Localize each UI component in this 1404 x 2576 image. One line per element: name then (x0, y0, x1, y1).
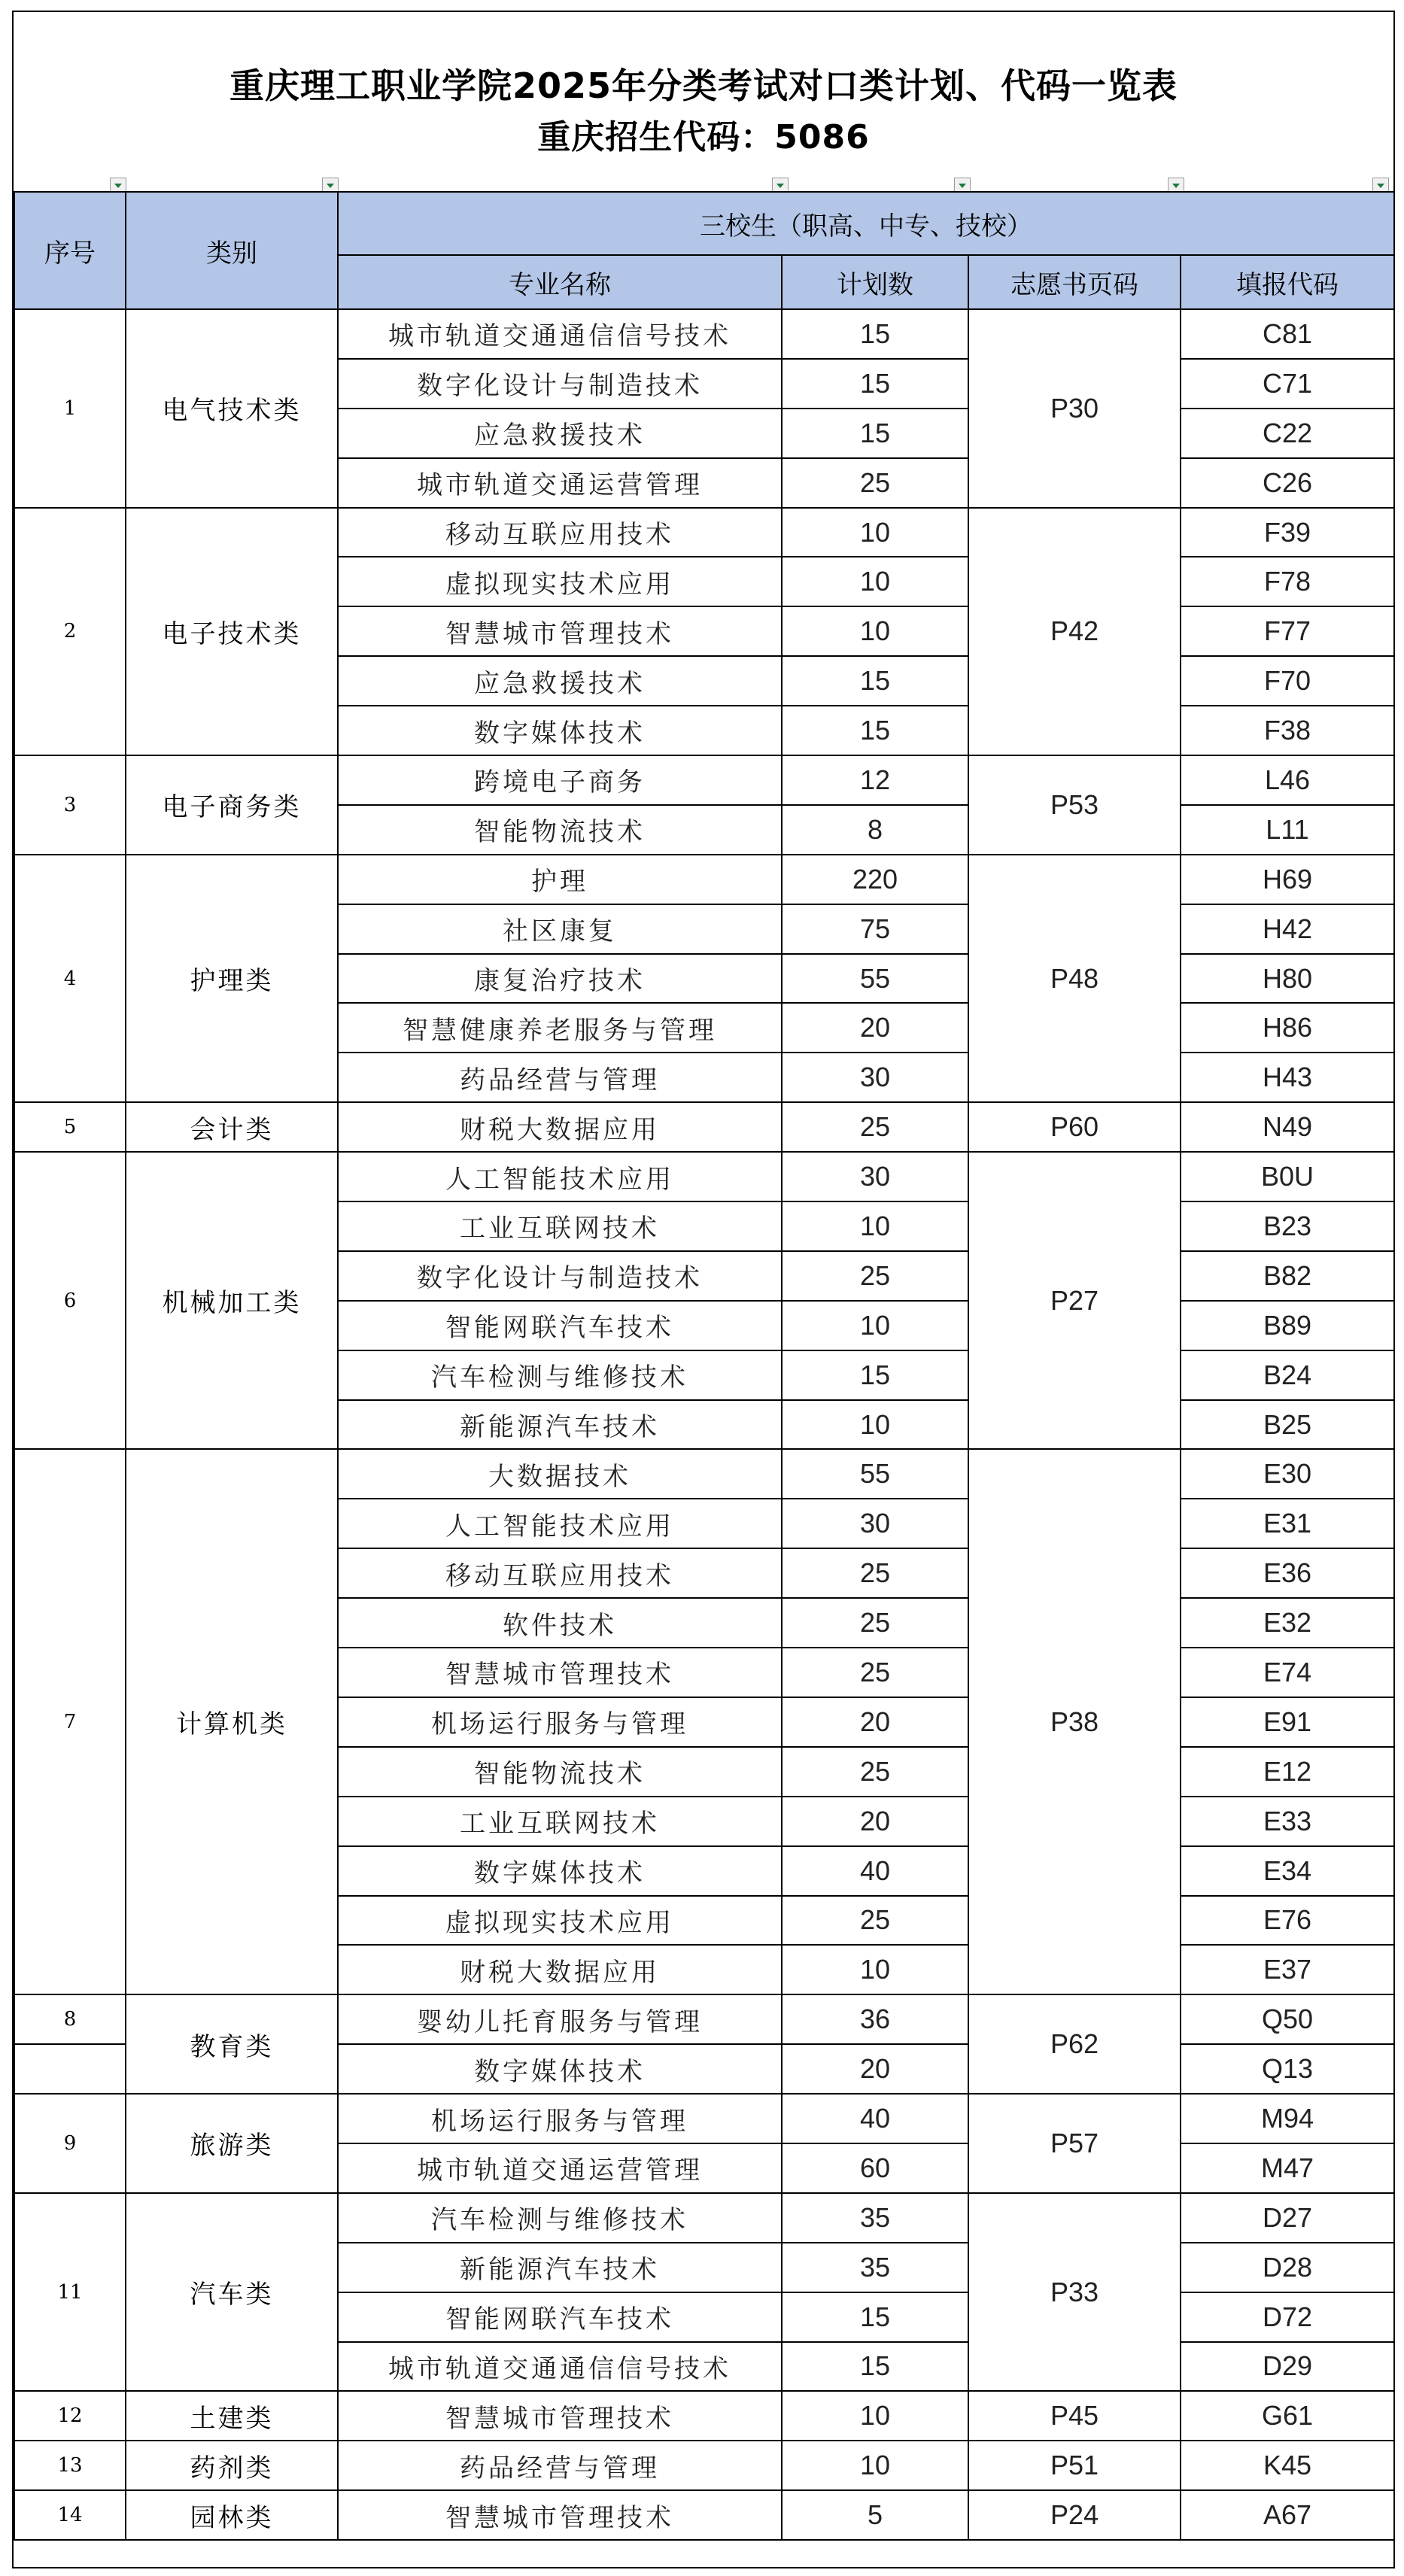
major-cell[interactable]: 财税大数据应用 (338, 1102, 782, 1152)
plan-count-cell[interactable]: 10 (782, 508, 968, 557)
major-cell[interactable]: 软件技术 (338, 1598, 782, 1648)
major-cell[interactable]: 人工智能技术应用 (338, 1499, 782, 1548)
major-cell[interactable]: 数字媒体技术 (338, 2044, 782, 2094)
fill-code-cell[interactable]: H42 (1181, 904, 1394, 954)
plan-count-cell[interactable]: 40 (782, 2094, 968, 2143)
table-row (14, 855, 1394, 904)
plan-count-cell[interactable]: 15 (782, 706, 968, 755)
major-cell[interactable]: 工业互联网技术 (338, 1201, 782, 1251)
seq-cell[interactable]: 3 (14, 755, 126, 855)
major-cell[interactable]: 虚拟现实技术应用 (338, 1896, 782, 1946)
fill-code-cell[interactable]: M47 (1181, 2143, 1394, 2193)
seq-cell[interactable]: 1 (14, 309, 126, 508)
spreadsheet-sheet (12, 11, 1395, 2568)
fill-code-cell[interactable]: Q13 (1181, 2044, 1394, 2094)
fill-code-cell[interactable]: C81 (1181, 309, 1394, 359)
fill-code-cell[interactable]: E74 (1181, 1648, 1394, 1697)
plan-count-cell[interactable]: 75 (782, 904, 968, 954)
major-cell[interactable]: 机场运行服务与管理 (338, 1697, 782, 1747)
fill-code-cell[interactable]: E30 (1181, 1449, 1394, 1499)
major-cell[interactable]: 婴幼儿托育服务与管理 (338, 1994, 782, 2044)
page-code-cell[interactable]: P57 (968, 2094, 1181, 2193)
plan-count-cell[interactable]: 220 (782, 855, 968, 904)
plan-count-cell[interactable]: 20 (782, 1797, 968, 1846)
plan-count-cell[interactable]: 30 (782, 1152, 968, 1201)
major-cell[interactable]: 护理 (338, 855, 782, 904)
plan-count-cell[interactable]: 10 (782, 2391, 968, 2441)
category-cell[interactable]: 药剂类 (126, 2441, 338, 2490)
fill-code-cell[interactable]: L46 (1181, 755, 1394, 805)
plan-count-cell[interactable]: 10 (782, 1400, 968, 1450)
major-cell[interactable]: 城市轨道交通运营管理 (338, 458, 782, 508)
major-cell[interactable]: 城市轨道交通通信信号技术 (338, 2342, 782, 2392)
plan-count-cell[interactable]: 8 (782, 805, 968, 855)
plan-count-cell[interactable]: 55 (782, 954, 968, 1004)
plan-count-cell[interactable]: 5 (782, 2490, 968, 2540)
plan-count-cell[interactable]: 60 (782, 2143, 968, 2193)
major-cell[interactable]: 数字化设计与制造技术 (338, 1251, 782, 1301)
fill-code-cell[interactable]: E32 (1181, 1598, 1394, 1648)
page-code-cell[interactable]: P24 (968, 2490, 1181, 2540)
major-cell[interactable]: 智慧健康养老服务与管理 (338, 1003, 782, 1053)
page-code-cell[interactable]: P38 (968, 1449, 1181, 1994)
major-cell[interactable]: 药品经营与管理 (338, 2441, 782, 2490)
category-cell[interactable]: 电子商务类 (126, 755, 338, 855)
plan-count-cell[interactable]: 10 (782, 1301, 968, 1350)
major-cell[interactable]: 跨境电子商务 (338, 755, 782, 805)
plan-count-cell[interactable]: 25 (782, 458, 968, 508)
fill-code-cell[interactable]: E91 (1181, 1697, 1394, 1747)
table-row (14, 2094, 1394, 2143)
seq-cell[interactable]: 12 (14, 2391, 126, 2441)
category-cell[interactable]: 会计类 (126, 1102, 338, 1152)
fill-code-cell[interactable]: E12 (1181, 1747, 1394, 1797)
category-cell[interactable]: 护理类 (126, 855, 338, 1102)
page-code-cell[interactable]: P48 (968, 855, 1181, 1102)
plan-count-cell[interactable]: 10 (782, 1201, 968, 1251)
plan-count-cell[interactable]: 10 (782, 606, 968, 656)
header-category[interactable]: 类别 (126, 192, 338, 309)
major-cell[interactable]: 汽车检测与维修技术 (338, 1350, 782, 1400)
plan-count-cell[interactable]: 15 (782, 409, 968, 458)
fill-code-cell[interactable]: K45 (1181, 2441, 1394, 2490)
fill-code-cell[interactable]: H86 (1181, 1003, 1394, 1053)
category-cell[interactable]: 园林类 (126, 2490, 338, 2540)
page-code-cell[interactable]: P53 (968, 755, 1181, 855)
fill-code-cell[interactable]: D29 (1181, 2342, 1394, 2392)
plan-count-cell[interactable]: 20 (782, 1003, 968, 1053)
major-cell[interactable]: 数字媒体技术 (338, 706, 782, 755)
major-cell[interactable]: 应急救援技术 (338, 409, 782, 458)
major-cell[interactable]: 智能网联汽车技术 (338, 2292, 782, 2342)
table-row (14, 309, 1394, 359)
seq-cell[interactable]: 7 (14, 1449, 126, 1994)
plan-count-cell[interactable]: 12 (782, 755, 968, 805)
fill-code-cell[interactable]: C26 (1181, 458, 1394, 508)
plan-table (14, 191, 1395, 2541)
major-cell[interactable]: 人工智能技术应用 (338, 1152, 782, 1201)
major-cell[interactable]: 智慧城市管理技术 (338, 2490, 782, 2540)
major-cell[interactable]: 城市轨道交通运营管理 (338, 2143, 782, 2193)
fill-code-cell[interactable]: H80 (1181, 954, 1394, 1004)
seq-cell[interactable]: 13 (14, 2441, 126, 2490)
plan-count-cell[interactable]: 15 (782, 656, 968, 706)
fill-code-cell[interactable]: B24 (1181, 1350, 1394, 1400)
table-row (14, 1994, 1394, 2044)
seq-cell[interactable]: 5 (14, 1102, 126, 1152)
plan-count-cell[interactable]: 35 (782, 2193, 968, 2243)
major-cell[interactable]: 数字化设计与制造技术 (338, 359, 782, 409)
fill-code-cell[interactable]: C71 (1181, 359, 1394, 409)
major-cell[interactable]: 新能源汽车技术 (338, 2243, 782, 2292)
plan-count-cell[interactable]: 30 (782, 1499, 968, 1548)
fill-code-cell[interactable]: E76 (1181, 1896, 1394, 1946)
fill-code-cell[interactable]: F78 (1181, 557, 1394, 606)
fill-code-cell[interactable]: H43 (1181, 1053, 1394, 1102)
major-cell[interactable]: 数字媒体技术 (338, 1846, 782, 1896)
major-cell[interactable]: 大数据技术 (338, 1449, 782, 1499)
plan-count-cell[interactable]: 55 (782, 1449, 968, 1499)
plan-count-cell[interactable]: 15 (782, 2292, 968, 2342)
page-code-cell[interactable]: P42 (968, 508, 1181, 755)
plan-count-cell[interactable]: 20 (782, 1697, 968, 1747)
category-cell[interactable]: 教育类 (126, 1994, 338, 2094)
header-plan[interactable]: 计划数 (782, 255, 968, 309)
plan-count-cell[interactable]: 25 (782, 1648, 968, 1697)
plan-count-cell[interactable]: 36 (782, 1994, 968, 2044)
fill-code-cell[interactable]: E36 (1181, 1548, 1394, 1598)
fill-code-cell[interactable]: B25 (1181, 1400, 1394, 1450)
plan-count-cell[interactable]: 25 (782, 1548, 968, 1598)
fill-code-cell[interactable]: Q50 (1181, 1994, 1394, 2044)
header-seq[interactable]: 序号 (14, 192, 126, 309)
seq-cell[interactable]: 6 (14, 1152, 126, 1449)
page-code-cell[interactable]: P45 (968, 2391, 1181, 2441)
fill-code-cell[interactable]: L11 (1181, 805, 1394, 855)
fill-code-cell[interactable]: G61 (1181, 2391, 1394, 2441)
page-code-cell[interactable]: P51 (968, 2441, 1181, 2490)
major-cell[interactable]: 社区康复 (338, 904, 782, 954)
major-cell[interactable]: 智慧城市管理技术 (338, 2391, 782, 2441)
fill-code-cell[interactable]: B82 (1181, 1251, 1394, 1301)
plan-count-cell[interactable]: 35 (782, 2243, 968, 2292)
table-row (14, 1449, 1394, 1499)
major-cell[interactable]: 康复治疗技术 (338, 954, 782, 1004)
plan-count-cell[interactable]: 10 (782, 2441, 968, 2490)
major-cell[interactable]: 机场运行服务与管理 (338, 2094, 782, 2143)
header-major[interactable]: 专业名称 (338, 255, 782, 309)
major-cell[interactable]: 应急救援技术 (338, 656, 782, 706)
fill-code-cell[interactable]: D27 (1181, 2193, 1394, 2243)
fill-code-cell[interactable]: B89 (1181, 1301, 1394, 1350)
fill-code-cell[interactable]: A67 (1181, 2490, 1394, 2540)
header-page[interactable]: 志愿书页码 (968, 255, 1181, 309)
major-cell[interactable]: 智能物流技术 (338, 1747, 782, 1797)
fill-code-cell[interactable]: B0U (1181, 1152, 1394, 1201)
header-group[interactable]: 三校生（职高、中专、技校） (338, 192, 1394, 255)
category-cell[interactable]: 机械加工类 (126, 1152, 338, 1449)
major-cell[interactable]: 智慧城市管理技术 (338, 606, 782, 656)
plan-count-cell[interactable]: 15 (782, 2342, 968, 2392)
major-cell[interactable]: 城市轨道交通通信信号技术 (338, 309, 782, 359)
table-body (14, 309, 1394, 2540)
major-cell[interactable]: 移动互联应用技术 (338, 1548, 782, 1598)
table-row (14, 2193, 1394, 2243)
seq-cell[interactable]: 14 (14, 2490, 126, 2540)
table-row (14, 2441, 1394, 2490)
fill-code-cell[interactable]: F77 (1181, 606, 1394, 656)
page-code-cell[interactable]: P27 (968, 1152, 1181, 1449)
fill-code-cell[interactable]: E37 (1181, 1945, 1394, 1994)
seq-cell[interactable] (14, 2044, 126, 2094)
fill-code-cell[interactable]: C22 (1181, 409, 1394, 458)
table-row (14, 2391, 1394, 2441)
category-cell[interactable]: 电气技术类 (126, 309, 338, 508)
seq-cell[interactable]: 11 (14, 2193, 126, 2392)
plan-count-cell[interactable]: 25 (782, 1102, 968, 1152)
plan-count-cell[interactable]: 15 (782, 1350, 968, 1400)
fill-code-cell[interactable]: E33 (1181, 1797, 1394, 1846)
category-cell[interactable]: 电子技术类 (126, 508, 338, 755)
enrollment-code-title: 重庆招生代码：5086 (537, 118, 870, 156)
major-cell[interactable]: 药品经营与管理 (338, 1053, 782, 1102)
seq-cell[interactable]: 2 (14, 508, 126, 755)
fill-code-cell[interactable]: F70 (1181, 656, 1394, 706)
table-row (14, 1152, 1394, 1201)
fill-code-cell[interactable]: D28 (1181, 2243, 1394, 2292)
page-code-cell[interactable]: P62 (968, 1994, 1181, 2094)
page-code-cell[interactable]: P60 (968, 1102, 1181, 1152)
plan-count-cell[interactable]: 30 (782, 1053, 968, 1102)
page-code-cell[interactable]: P30 (968, 309, 1181, 508)
fill-code-cell[interactable]: F39 (1181, 508, 1394, 557)
category-cell[interactable]: 土建类 (126, 2391, 338, 2441)
major-cell[interactable]: 工业互联网技术 (338, 1797, 782, 1846)
plan-count-cell[interactable]: 25 (782, 1598, 968, 1648)
table-row (14, 755, 1394, 805)
seq-cell[interactable]: 8 (14, 1994, 126, 2044)
major-cell[interactable]: 智能网联汽车技术 (338, 1301, 782, 1350)
seq-cell[interactable]: 9 (14, 2094, 126, 2193)
plan-count-cell[interactable]: 25 (782, 1896, 968, 1946)
title-block (14, 12, 1393, 191)
plan-count-cell[interactable]: 25 (782, 1747, 968, 1797)
page-title: 重庆理工职业学院2025年分类考试对口类计划、代码一览表 (229, 65, 1178, 106)
table-row (14, 2490, 1394, 2540)
fill-code-cell[interactable]: N49 (1181, 1102, 1394, 1152)
plan-count-cell[interactable]: 40 (782, 1846, 968, 1896)
major-cell[interactable]: 新能源汽车技术 (338, 1400, 782, 1450)
fill-code-cell[interactable]: E34 (1181, 1846, 1394, 1896)
major-cell[interactable]: 财税大数据应用 (338, 1945, 782, 1994)
major-cell[interactable]: 虚拟现实技术应用 (338, 557, 782, 606)
category-cell[interactable]: 计算机类 (126, 1449, 338, 1994)
fill-code-cell[interactable]: E31 (1181, 1499, 1394, 1548)
major-cell[interactable]: 智能物流技术 (338, 805, 782, 855)
fill-code-cell[interactable]: F38 (1181, 706, 1394, 755)
table-row (14, 1102, 1394, 1152)
header-row (14, 192, 1394, 255)
plan-count-cell[interactable]: 10 (782, 1945, 968, 1994)
table-row (14, 508, 1394, 557)
fill-code-cell[interactable]: H69 (1181, 855, 1394, 904)
plan-count-cell[interactable]: 15 (782, 309, 968, 359)
header-code[interactable]: 填报代码 (1181, 255, 1394, 309)
plan-count-cell[interactable]: 20 (782, 2044, 968, 2094)
major-cell[interactable]: 移动互联应用技术 (338, 508, 782, 557)
plan-count-cell[interactable]: 25 (782, 1251, 968, 1301)
major-cell[interactable]: 汽车检测与维修技术 (338, 2193, 782, 2243)
plan-count-cell[interactable]: 10 (782, 557, 968, 606)
category-cell[interactable]: 旅游类 (126, 2094, 338, 2193)
fill-code-cell[interactable]: D72 (1181, 2292, 1394, 2342)
major-cell[interactable]: 智慧城市管理技术 (338, 1648, 782, 1697)
category-cell[interactable]: 汽车类 (126, 2193, 338, 2392)
page-code-cell[interactable]: P33 (968, 2193, 1181, 2392)
plan-count-cell[interactable]: 15 (782, 359, 968, 409)
seq-cell[interactable]: 4 (14, 855, 126, 1102)
fill-code-cell[interactable]: M94 (1181, 2094, 1394, 2143)
fill-code-cell[interactable]: B23 (1181, 1201, 1394, 1251)
